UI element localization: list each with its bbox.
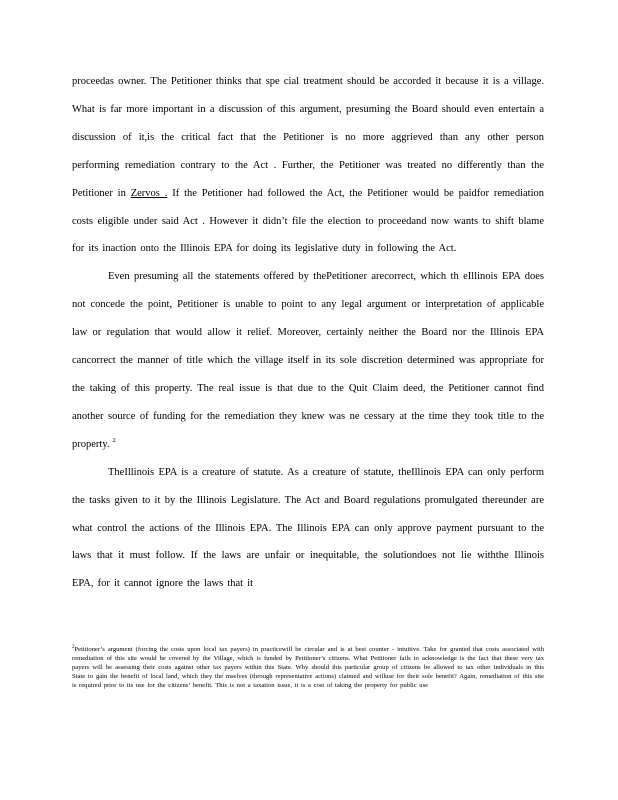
- paragraph-2-text: Even presuming all the statements offered by thePetitioner arecorrect, which th eIllinois EPA does not concede the point, Petitioner is unable to point to any legal argument or interpretation of applicable law or regulation that would allow it relief. Moreover, certainly neither the Board nor the Illinois EPA cancorrect the manner of title which the village itself in its sole discretion determined was appropriate for the taking of this property. The real issue is that due to the Quit Claim deed, the Petitioner cannot find another source of funding for the remediation they knew was ne cessary at the time they took title to the property.: [72, 271, 544, 450]
- paragraph-1: [72, 68, 544, 263]
- paragraph-1-text-after: If the Petitioner had followed the Act, the Petitioner would be paidfor remediation costs eligible under said Act . However it didn’t file the election to proceedand now wants to shift blame for its inaction onto the Illinois EPA for doing its legislative duty in following the Act.: [72, 187, 544, 255]
- paragraph-3-text: TheIllinois EPA is a creature of statute. As a creature of statute, theIllinois EPA can only perform the tasks given to it by the Illinois Legislature. The Act and Board regulations promulgated thereunder are what control the actions of the Illinois EPA. The Illinois EPA can only approve payment pursuant to the laws that it must follow. If the laws are unfair or inequitable, the solutiondoes not lie withthe Illinois EPA, for it cannot ignore the laws that it: [72, 466, 544, 590]
- footnote: [72, 645, 544, 690]
- footnote-reference: 2: [112, 436, 116, 444]
- paragraph-1-text-before: proceedas owner. The Petitioner thinks that spe cial treatment should be accorded it because it is a village. What is far more important in a discussion of this argument, presuming the Board should even entertain a discussion of it,is the critical fact that the Petitioner is no more aggrieved than any other person performing remediation contrary to the Act . Further, the Petitioner was treated no differently than the Petitioner in: [72, 76, 544, 199]
- paragraph-2: [72, 263, 544, 458]
- case-citation: Zervos .: [130, 187, 168, 199]
- footnote-text: Petitioner’s argument (forcing the costs upon local tax payers) in practicewill be circular and is at best counter - intuitive. Take for granted that costs associated with remediation of this site would be covered by the Village, which is funded by Petitioner’s citizens. What Petitioner fails to acknowledge is the fact that these very tax payers will be assessing their costs against other tax payers within this State. Why should this particular group of citizens be allowed to tax other individuals in this State to gain the benefit of local land, which they the mselves (through representative actions) claimed and willuse for their sole benefit? Again, remediation of this site is required prior to its use for the citizens’ benefit. This is not a taxation issue, it is a cost of taking the property for public use: [72, 646, 544, 690]
- body-text: [72, 68, 544, 598]
- paragraph-3: [72, 459, 544, 599]
- footnote-mark: 2: [72, 645, 75, 650]
